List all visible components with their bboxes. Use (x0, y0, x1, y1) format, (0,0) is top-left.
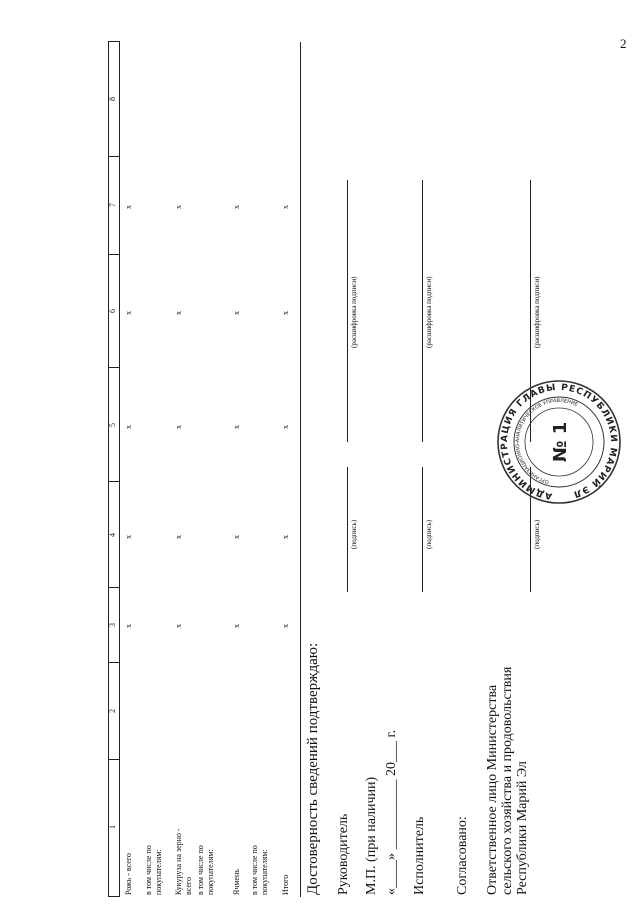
stamp-inner-text: ОРГАНИЗАЦИОННО-АНАЛИТИЧЕСКОЕ УПРАВЛЕНИЕ (514, 397, 579, 485)
table-cell: x (232, 425, 241, 429)
confirmation-title: Достоверность сведений подтверждаю: (305, 642, 321, 895)
column-number: 1 (108, 825, 117, 829)
signature-caption: (подпись) (350, 519, 358, 549)
head-signature-line (347, 467, 348, 592)
col-divider (108, 367, 120, 368)
stamp-number: № 1 (550, 421, 571, 463)
decode-caption: (расшифровка подписи) (533, 276, 541, 348)
col-divider (108, 587, 120, 588)
official-stamp (496, 379, 622, 505)
table-cell: x (232, 535, 241, 539)
table-bottom-line (300, 42, 301, 897)
table-cell: x (174, 425, 183, 429)
executor-decode-line (422, 180, 423, 442)
column-number: 2 (108, 709, 117, 713)
agreement-line: сельского хозяйства и продовольствия (500, 666, 515, 895)
signature-caption: (подпись) (533, 519, 541, 549)
table-cell: x (281, 311, 290, 315)
table-cell: x (174, 624, 183, 628)
date-line: «____» __________ 20___ г. (384, 729, 399, 895)
table-cell: x (174, 205, 183, 209)
column-number: 7 (108, 203, 117, 207)
signature-caption: (подпись) (425, 519, 433, 549)
row-label: Рожь - всего (124, 853, 133, 895)
column-number: 4 (108, 533, 117, 537)
table-cell: x (281, 205, 290, 209)
row-label: в том числе по покупателям: (144, 845, 163, 895)
head-label: Руководитель (336, 813, 351, 895)
executor-label: Исполнитель (412, 816, 427, 895)
table-cell: x (124, 205, 133, 209)
column-number: 6 (108, 309, 117, 313)
table-cell: x (124, 311, 133, 315)
col-divider (108, 254, 120, 255)
table-cell: x (281, 535, 290, 539)
column-number: 8 (108, 97, 117, 101)
column-number: 5 (108, 423, 117, 427)
table-cell: x (232, 205, 241, 209)
table-cell: x (124, 425, 133, 429)
row-label: Итого (281, 874, 290, 895)
table-header-line (119, 42, 120, 897)
row-label: Ячмень (232, 869, 241, 895)
table-cell: x (281, 624, 290, 628)
decode-caption: (расшифровка подписи) (425, 276, 433, 348)
col-divider (108, 481, 120, 482)
decode-caption: (расшифровка подписи) (350, 276, 358, 348)
row-label: в том числе по покупателям: (250, 845, 269, 895)
table-cell: x (174, 311, 183, 315)
agreement-title: Согласовано: (455, 816, 470, 895)
table-cell: x (174, 535, 183, 539)
stamp-outer-text: АДМИНИСТРАЦИЯ ГЛАВЫ РЕСПУБЛИКИ МАРИЙ ЭЛ (499, 382, 619, 501)
table-top-line (108, 42, 109, 897)
agreement-line: Ответственное лицо Министерства (485, 684, 500, 895)
col-divider (108, 896, 120, 897)
table-cell: x (124, 624, 133, 628)
page-number: 2 (620, 36, 627, 51)
executor-signature-line (422, 467, 423, 592)
agreement-line: Республики Марий Эл (515, 761, 530, 895)
column-number: 3 (108, 623, 117, 627)
table-cell: x (232, 311, 241, 315)
col-divider (108, 41, 120, 42)
mp-label: М.П. (при наличии) (364, 776, 379, 895)
col-divider (108, 662, 120, 663)
row-label: Кукуруза на зерно - всего (174, 828, 193, 895)
table-cell: x (124, 535, 133, 539)
col-divider (108, 759, 120, 760)
row-label: в том числе по покупателям: (196, 845, 215, 895)
head-decode-line (347, 180, 348, 442)
table-cell: x (232, 624, 241, 628)
table-cell: x (281, 425, 290, 429)
col-divider (108, 156, 120, 157)
